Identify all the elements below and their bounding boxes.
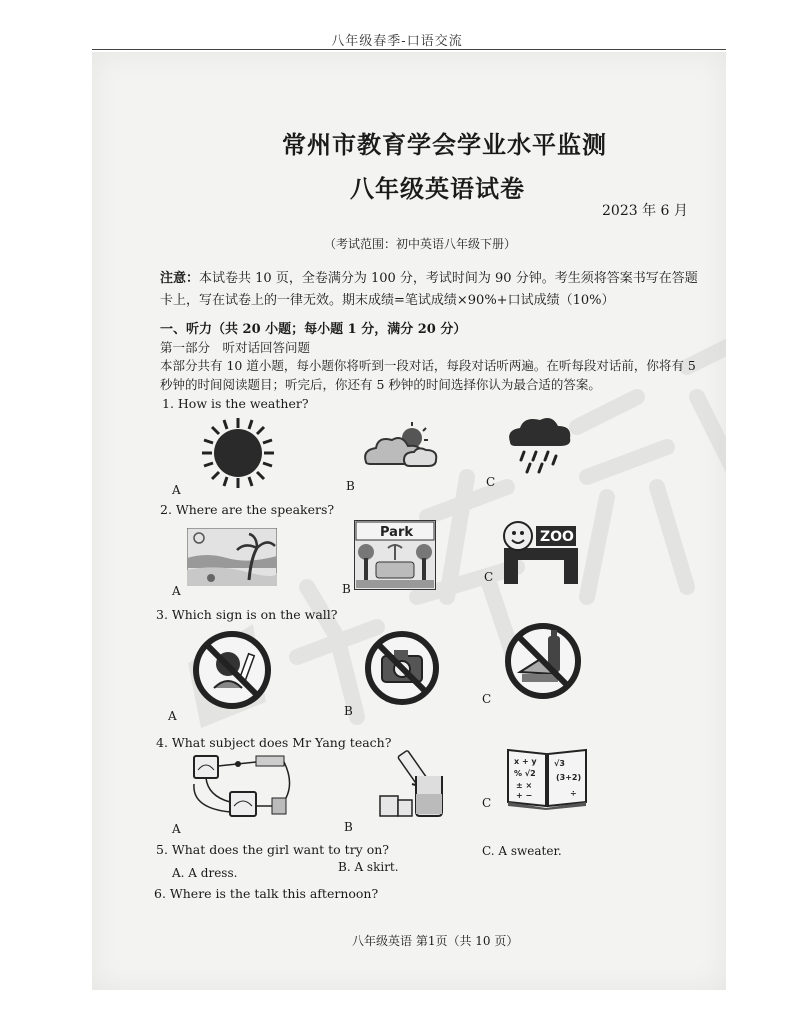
cloudy-icon	[360, 420, 442, 470]
math-book-icon	[504, 746, 590, 810]
beach-scene-icon	[187, 528, 277, 586]
page-header	[0, 0, 794, 48]
note-label: 注意：	[160, 271, 200, 286]
no-food-drink-sign-icon	[504, 622, 582, 700]
header-divider	[92, 49, 726, 50]
exam-note	[160, 268, 700, 312]
q2-option-b: B	[342, 582, 351, 596]
question-5: 5. What does the girl want to try on?	[156, 842, 389, 857]
math-symbol-3: ± ×	[516, 781, 533, 790]
section-title: 一、听力（共 20 小题；每小题 1 分，满分 20 分）	[160, 322, 467, 337]
zoo-gate-icon	[500, 518, 582, 584]
exam-title: 常州市教育学会学业水平监测	[282, 130, 607, 159]
question-6: 6. Where is the talk this afternoon?	[154, 886, 379, 901]
math-symbol-7: √3	[554, 759, 565, 768]
part-title: 第一部分 听对话回答问题	[160, 340, 311, 355]
no-camera-sign-icon	[364, 630, 440, 706]
rain-cloud-icon	[504, 414, 574, 474]
q4-option-a: A	[172, 822, 181, 836]
q3-option-c: C	[482, 692, 492, 706]
section-instructions: 本部分共有 10 道小题，每小题你将听到一段对话，每段对话听两遍。在听每段对话前，你将有 5 秒钟的时间阅读题目；听完后，你还有 5 秒钟的时间选择你认为最合适的答案。	[160, 358, 696, 392]
q2-option-c: C	[484, 570, 494, 584]
q4-option-c: C	[482, 796, 492, 810]
exam-date: 2023 年 6 月	[602, 203, 688, 219]
q1-option-c: C	[486, 475, 496, 489]
q3-option-b: B	[344, 704, 353, 718]
exam-paper	[92, 52, 726, 990]
q5-option-b: B. A skirt.	[338, 860, 399, 874]
math-symbol-4: + −	[516, 791, 533, 800]
zoo-sign-text: ZOO	[540, 529, 574, 545]
sun-icon	[200, 416, 276, 490]
q2-option-a: A	[172, 584, 181, 598]
park-scene-icon	[354, 520, 436, 590]
q1-option-a: A	[172, 483, 181, 497]
park-sign-text: Park	[380, 525, 414, 540]
note-text: 本试卷共 10 页，全卷满分为 100 分，考试时间为 90 分钟。考生须将答案书写在答题卡上，写在试卷上的一律无效。期末成绩=笔试成绩×90%+口试成绩（10%）	[160, 271, 698, 308]
math-symbol-1: x + y	[514, 757, 537, 766]
page-footer: 八年级英语 第1页（共 10 页）	[352, 934, 519, 948]
exam-scope: （考试范围：初中英语八年级下册）	[324, 237, 517, 251]
question-3: 3. Which sign is on the wall?	[156, 607, 338, 622]
question-1: 1. How is the weather?	[162, 396, 309, 411]
math-symbol-5: ÷	[570, 789, 577, 798]
header-title: 八年级春季-口语交流	[331, 34, 463, 49]
exam-subtitle: 八年级英语试卷	[350, 174, 525, 203]
question-4: 4. What subject does Mr Yang teach?	[156, 735, 392, 750]
q5-option-c: C. A sweater.	[482, 844, 562, 858]
q5-option-a: A. A dress.	[172, 866, 238, 880]
q1-option-b: B	[346, 479, 355, 493]
physics-circuit-icon	[190, 754, 300, 824]
q4-option-b: B	[344, 820, 353, 834]
math-symbol-6: (3+2)	[556, 773, 582, 782]
no-smoking-sign-icon	[192, 630, 272, 710]
math-symbol-2: % √2	[514, 769, 536, 778]
chemistry-lab-icon	[372, 748, 448, 820]
q3-option-a: A	[168, 709, 177, 723]
question-2: 2. Where are the speakers?	[160, 502, 335, 517]
